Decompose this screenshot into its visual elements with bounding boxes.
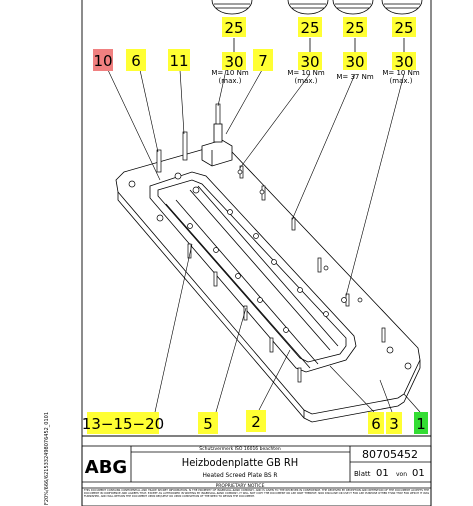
svg-text:11: 11 [169,52,189,70]
svg-text:7: 7 [258,52,268,70]
abg-logo: ABG [84,457,128,478]
sheet-number: 01 [376,468,389,479]
callout-leaders [108,70,420,412]
callout-13-15-20 [82,412,164,434]
callout-6-bottom [368,412,384,434]
proprietary-text: THIS DOCUMENT CONTAINS CONFIDENTIAL AND TRADE SECRET INFORMATION, IS THE PROPERTY OF INGERSOLL-RAND COMPANY, AND IS GIVEN TO THE RECEIVER IN CONFIDENCE. THE RECEIVER BY RECEPTION AND RETENTION OF THE DOCUMENT ACCEPTS THE DOCUMENT IN CONFIDENCE AND AGREES THAT, EXCEPT AS AUTHORIZED IN WRITING BY INGERSOLL-RAND COMPANY, IT WILL NOT COPY THE DOCUMENT OR ANY PART THEREOF, NOR DISCLOSE OR USE IT FOR ANY PURPOSE OTHER THAN THAT FOR WHICH IT WAS FURNISHED, AND WILL RETURN THE DOCUMENT UPON REQUEST OR UPON COMPLETION OF THE NEED TO RETAIN THE DOCUMENT. [84,489,429,499]
of-label: von [396,471,408,478]
svg-text:5: 5 [203,415,213,433]
svg-text:30: 30 [300,53,320,71]
sheet-total: 01 [412,468,425,479]
callout-25-a [222,17,246,37]
callout-25-c [343,17,367,37]
drawing-number: 80705452 [362,448,418,461]
svg-text:6: 6 [131,52,141,70]
callout-1 [414,412,428,434]
svg-text:30: 30 [394,53,414,71]
svg-text:6: 6 [371,415,381,433]
svg-text:30: 30 [345,53,365,71]
callout-30-c [343,52,367,71]
callout-7 [253,49,273,71]
torque-note-3 [336,73,373,81]
drawing-title-en: Heated Screed Plate BS R [202,471,278,479]
svg-text:25: 25 [394,19,414,37]
svg-text:M= 10 Nm: M= 10 Nm [287,69,325,77]
svg-text:10: 10 [93,52,113,70]
callout-3 [386,412,402,434]
torque-note-1 [211,69,248,85]
torque-note-4 [382,69,419,85]
callout-5 [198,412,218,434]
svg-text:25: 25 [345,19,365,37]
svg-text:M= 37 Nm: M= 37 Nm [336,73,374,81]
callout-11 [168,49,190,71]
callout-10 [93,49,113,71]
drawing-title-de: Heizbodenplatte GB RH [181,456,299,469]
callout-2 [246,410,266,432]
callout-25-b [298,17,322,37]
proprietary-text-area [84,489,429,505]
side-drawing-code: F20%/666/6215332498076452_0101 [44,411,50,505]
svg-text:M= 10 Nm: M= 10 Nm [211,69,249,77]
protection-note: Schutzvermerk ISO 16016 beachten [199,447,281,452]
svg-text:25: 25 [224,19,244,37]
svg-text:30: 30 [224,53,244,71]
proprietary-heading: PROPRIETARY NOTICE [215,484,265,489]
connector-block [202,124,232,166]
svg-text:13−15−20: 13−15−20 [81,415,165,433]
svg-text:(max.): (max.) [389,77,413,85]
studs-and-bolts [129,104,411,382]
svg-text:M= 10 Nm: M= 10 Nm [382,69,420,77]
svg-text:3: 3 [389,415,399,433]
callout-25-d [392,17,416,37]
svg-text:1: 1 [416,415,426,433]
callout-6-top [126,49,146,71]
top-balloons [212,0,422,14]
svg-text:(max.): (max.) [294,77,318,85]
svg-text:2: 2 [251,413,261,431]
svg-text:25: 25 [300,19,320,37]
svg-text:(max.): (max.) [218,77,242,85]
sheet-label: Blatt [354,470,371,478]
torque-note-2 [287,69,324,85]
